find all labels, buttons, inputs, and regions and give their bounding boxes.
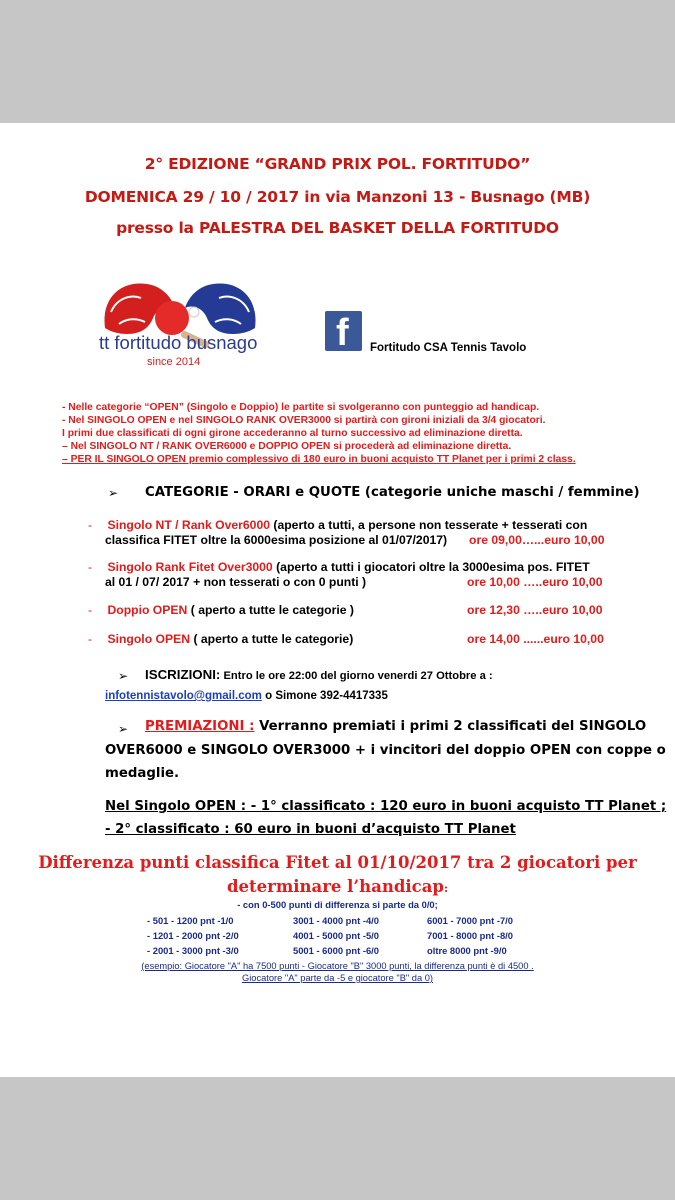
handicap-row-2-col-3: 7001 - 8000 pnt -8/0 xyxy=(427,930,513,941)
premiazioni-label: PREMIAZIONI : xyxy=(145,719,255,734)
handicap-row-1-col-2: 3001 - 4000 pnt -4/0 xyxy=(293,915,379,926)
category-name: Singolo OPEN xyxy=(107,632,191,646)
category-singolo-nt-desc: classifica FITET oltre la 6000esima posizione al 01/07/2017) xyxy=(105,533,448,547)
rules-notes xyxy=(62,401,576,466)
facebook-icon-letter: f xyxy=(336,312,349,354)
category-singolo-open: - Singolo OPEN ( aperto a tutte le categorie) xyxy=(88,632,354,646)
category-doppio-open: - Doppio OPEN ( aperto a tutte le categorie ) xyxy=(88,603,354,617)
title-line-3: presso la PALESTRA DEL BASKET DELLA FORTITUDO xyxy=(116,219,559,237)
arrow-bullet-icon: ➢ xyxy=(118,722,129,736)
handicap-row-3-col-1: - 2001 - 3000 pnt -3/0 xyxy=(147,945,239,956)
premiazioni-text: Verranno premiati i primi 2 classificati del SINGOLO xyxy=(254,719,647,734)
handicap-row-1-col-3: 6001 - 7000 pnt -7/0 xyxy=(427,915,513,926)
flyer-page xyxy=(0,123,675,1077)
arrow-bullet-icon: ➢ xyxy=(108,486,119,500)
handicap-title-1: Differenza punti classifica Fitet al 01/10/2017 tra 2 giocatori per xyxy=(38,853,637,872)
club-logo xyxy=(97,268,263,378)
category-desc: (aperto a tutti, a persone non tesserate + tesserati con xyxy=(270,518,588,532)
logo-name: tt fortitudo busnago xyxy=(99,332,258,353)
handicap-row-2-col-2: 4001 - 5000 pnt -5/0 xyxy=(293,930,379,941)
handicap-title-2-text: determinare l’handicap xyxy=(226,877,444,896)
category-desc: ( aperto a tutte le categorie ) xyxy=(187,603,354,617)
handicap-row-1-col-1: - 501 - 1200 pnt -1/0 xyxy=(147,915,234,926)
arrow-bullet-icon: ➢ xyxy=(118,669,129,683)
handicap-title-2-suffix: : xyxy=(443,882,449,895)
handicap-row-3-col-2: 5001 - 6000 pnt -6/0 xyxy=(293,945,379,956)
categories-header: CATEGORIE - ORARI e QUOTE (categorie uniche maschi / femmine) xyxy=(145,485,640,500)
handicap-intro: - con 0-500 punti di differenza si parte da 0/0; xyxy=(237,899,438,910)
handicap-title-2 xyxy=(0,877,675,896)
category-doppio-open-time: ore 12,30 …..euro 10,00 xyxy=(467,603,603,617)
note-3: I primi due classificati di ogni girone accederanno al turno successivo ad eliminazione diretta. xyxy=(62,428,523,439)
category-singolo-nt-time: ore 09,00…...euro 10,00 xyxy=(469,533,605,547)
handicap-example-line-1: (esempio: Giocatore "A" ha 7500 punti - Giocatore "B" 3000 punti, la differenza punti è di 4500 . xyxy=(141,961,534,971)
note-2: - Nel SINGOLO OPEN e nel SINGOLO RANK OVER3000 si partirà con gironi iniziali da 3/4 giocatori. xyxy=(62,415,546,426)
premiazioni-line-1 xyxy=(145,719,646,734)
note-1: - Nelle categorie “OPEN” (Singolo e Doppio) le partite si svolgeranno con punteggio ad handicap. xyxy=(62,402,540,413)
category-name: Doppio OPEN xyxy=(107,603,188,617)
category-name: Singolo NT / Rank Over6000 xyxy=(107,518,271,532)
category-singolo-nt: - Singolo NT / Rank Over6000 (aperto a tutti, a persone non tesserate + tesserati con xyxy=(88,518,588,532)
iscrizioni-text: Entro le ore 22:00 del giorno venerdi 27 Ottobre a : xyxy=(220,670,493,682)
category-singolo-rank: - Singolo Rank Fitet Over3000 (aperto a tutti i giocatori oltre la 3000esima pos. FITET xyxy=(88,560,590,574)
premiazioni-line-2: OVER6000 e SINGOLO OVER3000 + i vincitori del doppio OPEN con coppe o xyxy=(105,743,666,758)
facebook-icon[interactable] xyxy=(325,311,362,354)
category-singolo-rank-time: ore 10,00 …..euro 10,00 xyxy=(467,575,603,589)
category-singolo-open-time: ore 14,00 ......euro 10,00 xyxy=(467,632,604,646)
contact-phone: o Simone 392-4417335 xyxy=(261,690,388,702)
iscrizioni xyxy=(145,667,493,682)
iscrizioni-label: ISCRIZIONI: xyxy=(145,667,221,682)
category-desc: ( aperto a tutte le categorie) xyxy=(190,632,354,646)
title-line-2: DOMENICA 29 / 10 / 2017 in via Manzoni 13 - Busnago (MB) xyxy=(84,188,591,206)
title-line-1: 2° EDIZIONE “GRAND PRIX POL. FORTITUDO” xyxy=(144,155,531,173)
handicap-example-line-2: Giocatore "A" parte da -5 e giocatore "B" da 0) xyxy=(242,973,433,983)
handicap-example xyxy=(0,961,675,983)
premiazioni-line-3: medaglie. xyxy=(105,766,180,781)
iscrizioni-contact xyxy=(105,690,388,702)
email-link[interactable]: infotennistavolo@gmail.com xyxy=(105,690,262,702)
note-5: – PER IL SINGOLO OPEN premio complessivo di 180 euro in buoni acquisto TT Planet per i primi 2 class. xyxy=(62,454,576,465)
category-name: Singolo Rank Fitet Over3000 xyxy=(107,560,273,574)
prize-first: Nel Singolo OPEN : - 1° classificato : 120 euro in buoni acquisto TT Planet ; xyxy=(105,799,667,814)
facebook-page-label[interactable]: Fortitudo CSA Tennis Tavolo xyxy=(370,342,527,354)
handicap-row-2-col-1: - 1201 - 2000 pnt -2/0 xyxy=(147,930,239,941)
category-singolo-rank-desc: al 01 / 07/ 2017 + non tesserati o con 0 punti ) xyxy=(105,575,367,589)
category-desc: (aperto a tutti i giocatori oltre la 3000esima pos. FITET xyxy=(272,560,590,574)
logo-since: since 2014 xyxy=(147,356,201,368)
prize-second: - 2° classificato : 60 euro in buoni d’acquisto TT Planet xyxy=(105,822,516,837)
note-4: – Nel SINGOLO NT / RANK OVER6000 e DOPPIO OPEN si procederà ad eliminazione diretta. xyxy=(62,441,512,452)
handicap-row-3-col-3: oltre 8000 pnt -9/0 xyxy=(427,945,507,956)
